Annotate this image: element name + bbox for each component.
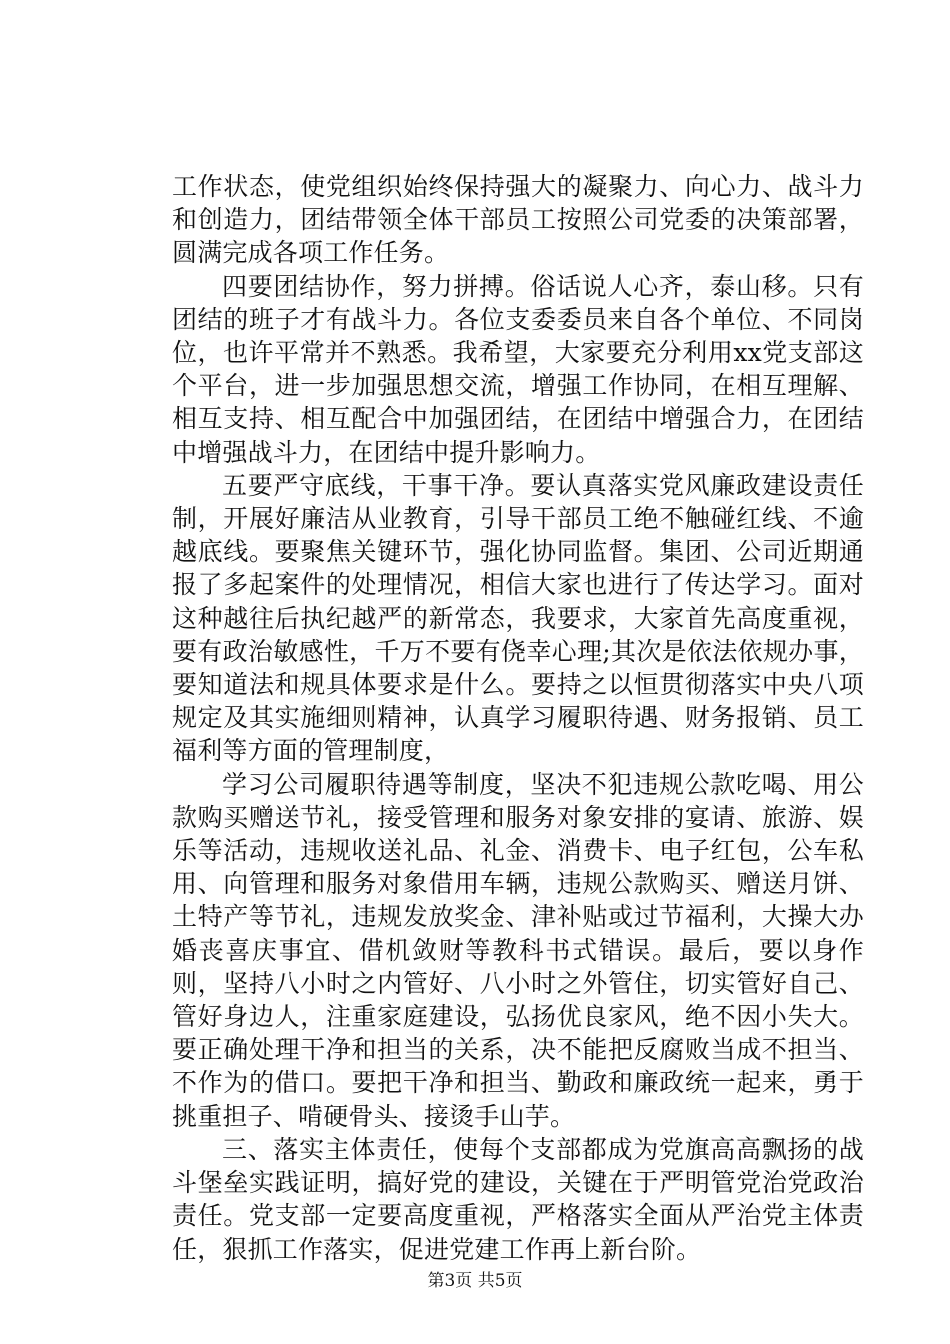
paragraph-integrity: 五要严守底线，干事干净。要认真落实党风廉政建设责任制，开展好廉洁从业教育，引导干部员工绝不触碰红线、不逾越底线。要聚焦关键环节，强化协同监督。集团、公司近期通报了多起案件的处理情况，相信大家也进行了传达学习。面对这种越往后执纪越严的新常态，我要求，大家首先高度重视，要有政治敏感性，千万不要有侥幸心理;其次是依法依规办事，要知道法和规具体要求是什么。要持之以恒贯彻落实中央八项规定及其实施细则精神，认真学习履职待遇、财务报销、员工福利等方面的管理制度， xyxy=(172,470,864,766)
paragraph-continuation: 工作状态，使党组织始终保持强大的凝聚力、向心力、战斗力和创造力，团结带领全体干部员工按照公司党委的决策部署，圆满完成各项工作任务。 xyxy=(172,172,864,268)
paragraph-responsibility: 三、落实主体责任，使每个支部都成为党旗高高飘扬的战斗堡垒实践证明，搞好党的建设，关键在于严明管党治党政治责任。党支部一定要高度重视，严格落实全面从严治党主体责任，狠抓工作落实，促进党建工作再上新台阶。 xyxy=(172,1134,864,1264)
document-body xyxy=(172,170,864,1266)
page-footer: 第3页 共5页 xyxy=(427,1271,523,1291)
paragraph-unity: 四要团结协作，努力拼搏。俗话说人心齐，泰山移。只有团结的班子才有战斗力。各位支委委员来自各个单位、不同岗位，也许平常并不熟悉。我希望，大家要充分利用xx党支部这个平台，进一步加强思想交流，增强工作协同，在相互理解、相互支持、相互配合中加强团结，在团结中增强合力，在团结中增强战斗力，在团结中提升影响力。 xyxy=(172,271,864,467)
paragraph-regulations: 学习公司履职待遇等制度，坚决不犯违规公款吃喝、用公款购买赠送节礼，接受管理和服务对象安排的宴请、旅游、娱乐等活动，违规收送礼品、礼金、消费卡、电子红包，公车私用、向管理和服务对象借用车辆，违规公款购买、赠送月饼、土特产等节礼，违规发放奖金、津补贴或过节福利，大操大办婚丧喜庆事宜、借机敛财等教科书式错误。最后，要以身作则，坚持八小时之内管好、八小时之外管住，切实管好自己、管好身边人，注重家庭建设，弘扬优良家风，绝不因小失大。要正确处理干净和担当的关系，决不能把反腐败当成不担当、不作为的借口。要把干净和担当、勤政和廉政统一起来，勇于挑重担子、啃硬骨头、接烫手山芋。 xyxy=(172,769,864,1131)
